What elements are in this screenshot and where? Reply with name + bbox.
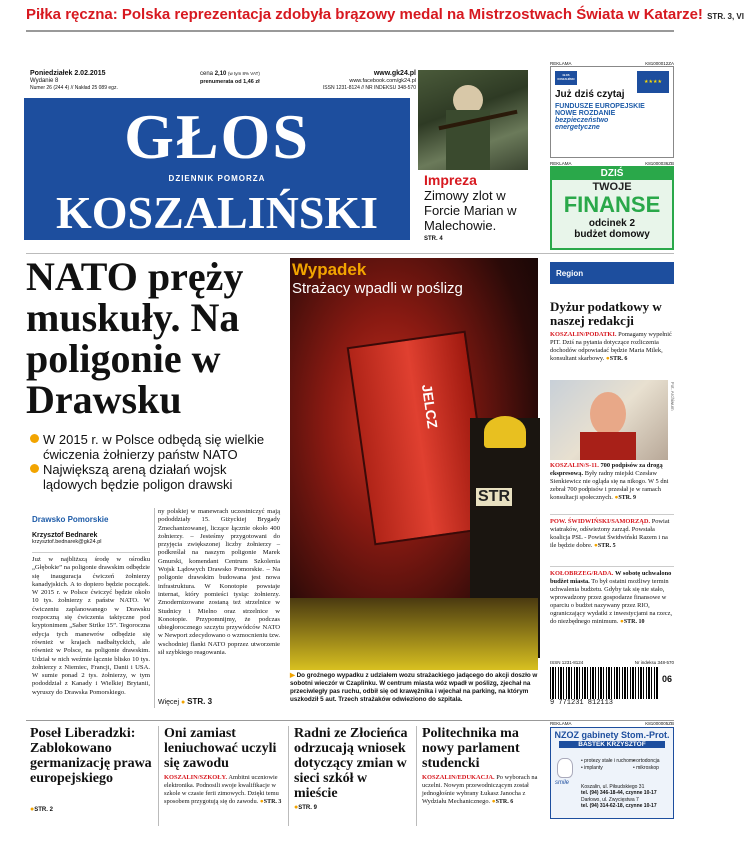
issue-info bbox=[30, 70, 150, 93]
ad-label: REKLAMA bbox=[550, 61, 572, 66]
masthead-subtitle: DZIENNIK POMORZA bbox=[168, 174, 266, 183]
price-label: cena bbox=[200, 71, 214, 77]
facebook-link[interactable]: www.facebook.com/gk24.pl bbox=[349, 77, 416, 84]
star-icon: ● bbox=[491, 798, 496, 805]
barcode-block bbox=[550, 660, 674, 716]
vest-label: STR bbox=[478, 488, 510, 505]
bottom-body-4: Po wyborach na uczelni. Nowym przewodniczącym został jednogłośnie wybrany Łukasz Janocha z Wydziału Mechanicznego. bbox=[422, 774, 538, 805]
bottom-story-1[interactable] bbox=[30, 726, 152, 813]
top-teaser[interactable] bbox=[26, 6, 744, 28]
region-story-2[interactable] bbox=[550, 462, 674, 502]
ad-eu-l4: energetyczne bbox=[555, 124, 600, 131]
ad-nzoz-tel-1: tel. (94) 346-18-44, czynne 10-17 bbox=[581, 790, 657, 797]
masthead-title-1: GŁOS bbox=[124, 101, 310, 172]
main-bullets bbox=[30, 432, 282, 492]
bottom-text-2 bbox=[164, 774, 284, 806]
ad-nzoz-service-1: • protezy stałe i ruchome bbox=[581, 758, 636, 764]
region-kicker-1: KOSZALIN/PODATKI. bbox=[550, 331, 617, 338]
ad-eu-l1: FUNDUSZE EUROPEJSKIE bbox=[555, 103, 645, 110]
star-icon: ● bbox=[30, 806, 35, 813]
ad-code: K81000005ZB bbox=[645, 721, 674, 726]
ad-finanse[interactable] bbox=[550, 166, 674, 250]
price-vat: (w tym 8% VAT) bbox=[228, 71, 260, 76]
bottom-kicker-2: KOSZALIN/SZKOŁY. bbox=[164, 774, 228, 781]
main-col-2: ny polskiej w manewrach uczestniczyć mają pododdziały 15. Giżyckiej Brygady Zmechanizowanej, liczące łącznie około 400 żołnierzy. – Jesteśmy przygotowani do przyjęcia zwiększonej liczby żołnierzy – podkreślał na naszym poligonie Marek Gmurski, komendant Centrum Szkolenia Wojsk Lądowych Drawsko Pomorskie. – Na poligonie drawskim budowana jest nowa infrastruktura. W Konotopie powstaje internat, który pomieści tysiąc żołnierzy. Zmodernizowane zostaną też strzelnice w Studnicy i Mielno oraz strzelnice w Konotopie. Przypomnijmy, że podczas ubiegłorocznego szczytu przywódców NATO w Newport zdecydowano o wzmocnieniu tzw. wschodniej flanki NATO poprzez utworzenie sił szybkiego reagowania. bbox=[158, 508, 280, 657]
region-text-1 bbox=[550, 331, 674, 363]
region-kicker-3: POW. ŚWIDWIŃSKI/SAMORZĄD. bbox=[550, 518, 651, 525]
bottom-headline-2: Oni zamiast leniuchować uczyli się zawodu bbox=[164, 726, 277, 771]
photo-headline[interactable]: Strażacy wpadli w poślizg bbox=[292, 280, 463, 297]
bottom-headline-3: Radni ze Złocieńca odrzucają wniosek dotyczący zmian w sieci szkół w mieście bbox=[294, 726, 408, 801]
bullet-text-2: Największą areną działań wojsk lądowych będzie poligon drawski bbox=[43, 462, 233, 492]
ad-eu-already: Już dziś czytaj bbox=[555, 89, 625, 100]
ad-eu[interactable] bbox=[550, 66, 674, 158]
barcode-digits: 9 771231 812113 bbox=[550, 699, 614, 707]
issue-number: Numer 26 (244 4) // Nakład 25 089 egz. bbox=[30, 85, 118, 91]
eu-flag-icon: ★★★★ bbox=[637, 71, 669, 93]
barcode-issn: ISSN 1231-8124 bbox=[550, 660, 584, 665]
region-ref-2: STR. 9 bbox=[618, 495, 636, 501]
bottom-story-2[interactable] bbox=[164, 726, 284, 806]
main-section: Drawsko Pomorskie bbox=[32, 515, 109, 524]
bottom-kicker-4: KOSZALIN/EDUKACJA. bbox=[422, 774, 495, 781]
ad-nzoz-addr-2: Darłowo, ul. Zwycięstwa 7 bbox=[581, 796, 639, 803]
bottom-ref-1: STR. 2 bbox=[34, 807, 53, 813]
more-ref: STR. 3 bbox=[187, 697, 213, 706]
star-icon: ● bbox=[619, 618, 624, 625]
author-email[interactable]: krzysztof.bednarek@gk24.pl bbox=[32, 539, 102, 545]
bottom-headline-1: Poseł Liberadzki: Zablokowano germanizację prawa europejskiego bbox=[30, 726, 152, 786]
bottom-headline-4: Politechnika ma nowy parlament studencki bbox=[422, 726, 520, 771]
region-header[interactable]: Region bbox=[550, 262, 674, 284]
author-name: Krzysztof Bednarek bbox=[32, 532, 98, 539]
event-kicker: Impreza bbox=[424, 172, 477, 188]
star-icon: ● bbox=[594, 542, 598, 549]
masthead[interactable] bbox=[24, 98, 410, 240]
event-photo bbox=[418, 70, 528, 170]
region-ref-1: STR. 6 bbox=[609, 356, 628, 362]
ad-nzoz[interactable] bbox=[550, 727, 674, 819]
more-label: Więcej bbox=[158, 699, 180, 706]
bottom-body-2: Ambitni uczniowie elektronika. Podnosili swoje kwalifikacje w szkole w czasie ferii zimowych. Dzięki temu sposobem przygotują się do zawodu. bbox=[164, 774, 279, 805]
region-photo bbox=[550, 380, 668, 460]
ad-label: REKLAMA bbox=[550, 721, 572, 726]
barcode-icon bbox=[550, 667, 658, 699]
region-kicker-4: KOŁOBRZEG/RADA. bbox=[550, 570, 614, 577]
ad-nzoz-addr-1: Koszalin, ul. Piłsudskiego 31 bbox=[581, 784, 645, 790]
star-icon: ● bbox=[180, 699, 186, 706]
bullet-icon bbox=[30, 464, 39, 473]
issn-text: ISSN 1231-8124 // NR INDEKSU 348-570 bbox=[322, 85, 416, 91]
bottom-story-3[interactable] bbox=[294, 726, 412, 811]
truck-label: JELCZ bbox=[418, 383, 441, 430]
photo-kicker: Wypadek bbox=[292, 260, 367, 279]
region-story-1[interactable] bbox=[550, 300, 674, 363]
ad-eu-l3: bezpieczeństwo bbox=[555, 117, 609, 124]
region-story-4[interactable] bbox=[550, 570, 674, 626]
region-body-2: Były radny miejski Czesław Sienkiewicz nie ogląda się na nikogo. W 5 dni zebrał 700 podpisów i przesłał je w ramach konsultacji społecznych. bbox=[550, 470, 669, 501]
ad-finanse-main: FINANSE bbox=[563, 192, 661, 217]
ad-nzoz-brand: smile bbox=[555, 780, 570, 786]
top-teaser-ref: STR. 3, VI bbox=[707, 12, 744, 21]
tooth-icon bbox=[557, 758, 573, 778]
star-icon: ● bbox=[614, 494, 619, 501]
photo-caption bbox=[290, 672, 544, 704]
region-body-1: Pomagamy wypełnić PIT. Dziś na pytania dotyczące rozliczenia dochodów odpowiadać będzie Maria Milek, konsultant skarbowy. bbox=[550, 331, 672, 362]
event-ref: STR. 4 bbox=[424, 236, 443, 242]
ad-label: REKLAMA bbox=[550, 161, 572, 166]
ad-finanse-episode: odcinek 2 bbox=[588, 218, 636, 229]
ad-nzoz-tel-2: tel. (94) 314-62-18, czynne 10-17 bbox=[581, 802, 657, 809]
star-icon: ● bbox=[259, 798, 264, 805]
photo-credit: Fot. Archiwum bbox=[670, 382, 675, 411]
star-icon: ● bbox=[294, 804, 299, 811]
caption-marker-icon: ▶ bbox=[290, 672, 295, 679]
main-byline bbox=[32, 532, 150, 545]
star-icon: ● bbox=[605, 355, 610, 362]
ad-nzoz-title: NZOZ gabinety Stom.-Prot. bbox=[554, 730, 670, 740]
region-body-3: Powiat wiatraków, odświeżony zarząd. Powstała koalicja PSL - Powiat Świdwiński Razem i na ile będzie dobre. bbox=[550, 518, 670, 549]
bottom-ref-3: STR. 9 bbox=[298, 805, 317, 811]
masthead-title-2: KOSZALIŃSKI bbox=[55, 187, 379, 238]
event-promo[interactable] bbox=[424, 172, 534, 242]
region-ref-3: STR. 5 bbox=[597, 543, 616, 549]
website-link[interactable]: www.gk24.pl bbox=[373, 70, 416, 77]
ad-nzoz-service-4: • mikroskop bbox=[633, 764, 659, 771]
ad-eu-logo: GŁOS KOSZALIŃSKI bbox=[555, 71, 577, 85]
main-col-1: Już w najbliższą środę w ośrodku „Głębokie” na poligonie drawskim odbędzie się inauguracja ćwiczeń żołnierzy kanadyjskich. A to dopiero będzie początek. W 2015 r. w Polsce ćwiczyć będzie około 10 tys. żołnierzy z państw NATO. W ćwiczeniu zaplanowanego w Drawsku rozpoczną się ćwiczenia taktyczne pod kryptonimem „Saber Strike 15”. Tegoroczna edycja tych manewrów odbędzie się również w krajach nadbałtyckich, ale również w Polsce, na poligonie drawskim. Udział w nich weźmie łącznie blisko 10 tys. żołnierzy z Niemiec, Francji, Danii i USA. W sumie ponad 2 tys. żołnierzy, w tym pododdział z Kanady i Wielkiej Brytanii, wyruszy do Drawska Pomorskiego. bbox=[32, 556, 150, 696]
event-text: Zimowy zlot w Forcie Marian w Malechowie. bbox=[424, 188, 517, 233]
ad-eu-l2: NOWE ROZDANIE bbox=[555, 110, 616, 117]
region-story-3[interactable] bbox=[550, 518, 674, 550]
issue-price bbox=[200, 70, 300, 86]
price-value: 2,10 bbox=[214, 71, 227, 77]
ad-nzoz-service-2: • implanty bbox=[581, 764, 603, 771]
region-ref-4: STR. 10 bbox=[623, 619, 645, 625]
ad-finanse-today: DZIŚ bbox=[552, 168, 672, 180]
ad-nzoz-service-3: • ortodoncja bbox=[633, 758, 660, 764]
bullet-text-1: W 2015 r. w Polsce odbędą się wielkie ćwiczenia żołnierzy państw NATO bbox=[43, 432, 265, 462]
accident-photo[interactable] bbox=[290, 258, 538, 670]
bottom-ref-4: STR. 6 bbox=[495, 799, 514, 805]
bottom-story-4[interactable] bbox=[422, 726, 542, 806]
barcode-suffix: 06 bbox=[661, 674, 672, 684]
region-headline-1: Dyżur podatkowy w naszej redakcji bbox=[550, 299, 662, 328]
main-bullet-1 bbox=[30, 432, 282, 462]
main-more[interactable] bbox=[158, 697, 212, 706]
main-bullet-2 bbox=[30, 462, 282, 492]
price-promo: prenumerata od 1,46 zł bbox=[200, 78, 260, 85]
issue-edition: Wydanie 8 bbox=[30, 77, 59, 84]
bullet-icon bbox=[30, 434, 39, 443]
ad-code: K81000036ZB bbox=[645, 161, 674, 166]
ad-finanse-your: TWOJE bbox=[592, 181, 632, 193]
ad-nzoz-name: BASTEK KRZYSZTOF bbox=[559, 741, 665, 748]
bottom-ref-2: STR. 3 bbox=[263, 799, 282, 805]
region-body-4: To był ostatni możliwy termin uchwalenia budżetu. Gdyby tak się nie stało, wprowadzony przez gospodarze finansowe w oparciu o budżet nazywany przez RIO, ograniczający wydatki z inwestycjami na rzecz, do niezbędnego minimum. bbox=[550, 578, 673, 625]
issue-date: Poniedziałek 2.02.2015 bbox=[30, 70, 106, 77]
top-teaser-text: Polska reprezentacja zdobyła brązowy medal na Mistrzostwach Świata w Katarze! bbox=[121, 6, 703, 23]
region-lead-4: W sobotę uchwalono budżet miasta. bbox=[550, 570, 672, 585]
top-teaser-kicker: Piłka ręczna: bbox=[26, 6, 118, 23]
bottom-text-4 bbox=[422, 774, 542, 806]
region-lead-2: 700 podpisów za drogą ekspresową. bbox=[550, 462, 663, 477]
ad-finanse-topic: budżet domowy bbox=[574, 229, 650, 240]
region-kicker-2: KOSZALIN/S-11. bbox=[550, 462, 599, 469]
main-headline[interactable]: NATO pręży muskuły. Na poligonie w Drawsku bbox=[26, 254, 244, 422]
ad-eu-box bbox=[555, 103, 669, 155]
issue-web bbox=[300, 70, 416, 93]
barcode-index: Nr indeksu 348-570 bbox=[634, 660, 674, 665]
ad-code: K81000012ZA bbox=[645, 61, 674, 66]
caption-text: Do groźnego wypadku z udziałem wozu strażackiego jadącego do akcji doszło w sobotni wieczór w Czaplinku. W centrum miasta wóz wpadł w poślizg, zjechał na przeciwległy pas ruchu, odbił się od krawężnika i wjechał na parking, na którym uszkodził 5 aut. Trzech strażaków odwieziono do szpitala. bbox=[290, 672, 538, 703]
